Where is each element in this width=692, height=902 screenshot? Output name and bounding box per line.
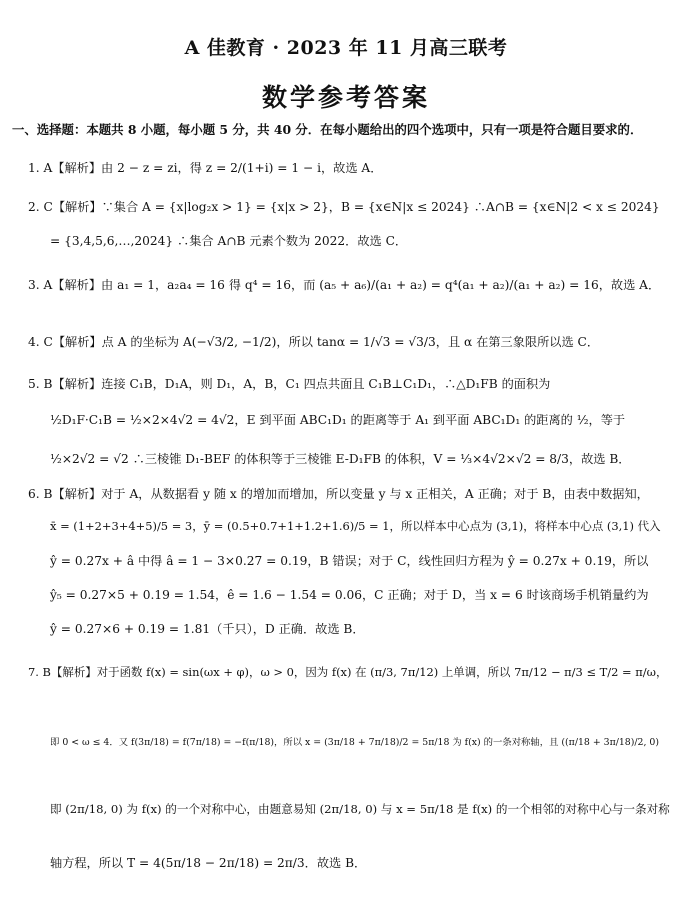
- answer-line: 2. C【解析】∵集合 A = {x|log₂x > 1} = {x|x > 2}，B = {x∈N|x ≤ 2024} ∴A∩B = {x∈N|2 < x ≤ 2024}: [28, 200, 660, 214]
- page-title: 数学参考答案: [261, 83, 430, 112]
- answer-line: 即 (2π/18, 0) 为 f(x) 的一个对称中心，由题意易知 (2π/18, 0) 与 x = 5π/18 是 f(x) 的一个相邻的对称中心与一条对称: [50, 802, 670, 816]
- answer-line: = {3,4,5,6,…,2024} ∴集合 A∩B 元素个数为 2022．故选 C．: [50, 234, 408, 248]
- answer-line: x̄ = (1+2+3+4+5)/5 = 3，ȳ = (0.5+0.7+1+1.2+1.6)/5 = 1，所以样本中心点为 (3,1)，将样本中心点 (3,1) 代入: [50, 519, 661, 533]
- answer-line: ½×2√2 = √2 ∴三棱锥 D₁-BEF 的体积等于三棱锥 E-D₁FB 的体积，V = ⅓×4√2×√2 = 8/3，故选 B．: [50, 452, 631, 466]
- answer-line: 4. C【解析】点 A 的坐标为 A(−√3/2, −1/2)，所以 tanα = 1/√3 = √3/3，且 α 在第三象限所以选 C．: [28, 335, 600, 349]
- answer-line: ½D₁F·C₁B = ½×2×4√2 = 4√2，E 到平面 ABC₁D₁ 的距离等于 A₁ 到平面 ABC₁D₁ 的距离的 ½，等于: [50, 413, 626, 427]
- answer-line: 即 0 < ω ≤ 4．又 f(3π/18) = f(7π/18) = −f(π/18)，所以 x = (3π/18 + 7π/18)/2 = 5π/18 为 f(x) 的一条对称轴，且 ((π/18 + 3π/18)/2, 0): [50, 737, 660, 748]
- answer-line: 5. B【解析】连接 C₁B，D₁A，则 D₁，A，B，C₁ 四点共面且 C₁B⊥C₁D₁，∴△D₁FB 的面积为: [28, 377, 551, 391]
- answer-line: 3. A【解析】由 a₁ = 1，a₂a₄ = 16 得 q⁴ = 16，而 (a₅ + a₆)/(a₁ + a₂) = q⁴(a₁ + a₂)/(a₁ + a₂) = 16，故选 A．: [28, 278, 661, 292]
- answer-line: 轴方程，所以 T = 4(5π/18 − 2π/18) = 2π/3．故选 B．: [50, 856, 367, 870]
- answer-line: 6. B【解析】对于 A，从数据看 y 随 x 的增加而增加，所以变量 y 与 x 正相关，A 正确；对于 B，由表中数据知，: [28, 487, 649, 501]
- answer-line: 1. A【解析】由 2 − z = zi，得 z = 2/(1+i) = 1 − i，故选 A．: [28, 161, 383, 175]
- answer-line: ŷ = 0.27x + â 中得 â = 1 − 3×0.27 = 0.19，B 错误；对于 C，线性回归方程为 ŷ = 0.27x + 0.19，所以: [50, 554, 649, 568]
- exam-title: A 佳教育 · 2023 年 11 月高三联考: [184, 37, 508, 59]
- answer-line: ŷ₅ = 0.27×5 + 0.19 = 1.54，ê = 1.6 − 1.54 = 0.06，C 正确；对于 D，当 x = 6 时该商场手机销量约为: [50, 588, 649, 602]
- section-heading: 一、选择题：本题共 8 小题，每小题 5 分，共 40 分．在每小题给出的四个选项中，只有一项是符合题目要求的．: [12, 122, 643, 137]
- answer-line: 7. B【解析】对于函数 f(x) = sin(ωx + φ)，ω > 0，因为 f(x) 在 (π/3, 7π/12) 上单调，所以 7π/12 − π/3 ≤ T/2 = π/ω，: [28, 665, 668, 679]
- answer-line: ŷ = 0.27×6 + 0.19 = 1.81（千只），D 正确．故选 B．: [50, 622, 365, 636]
